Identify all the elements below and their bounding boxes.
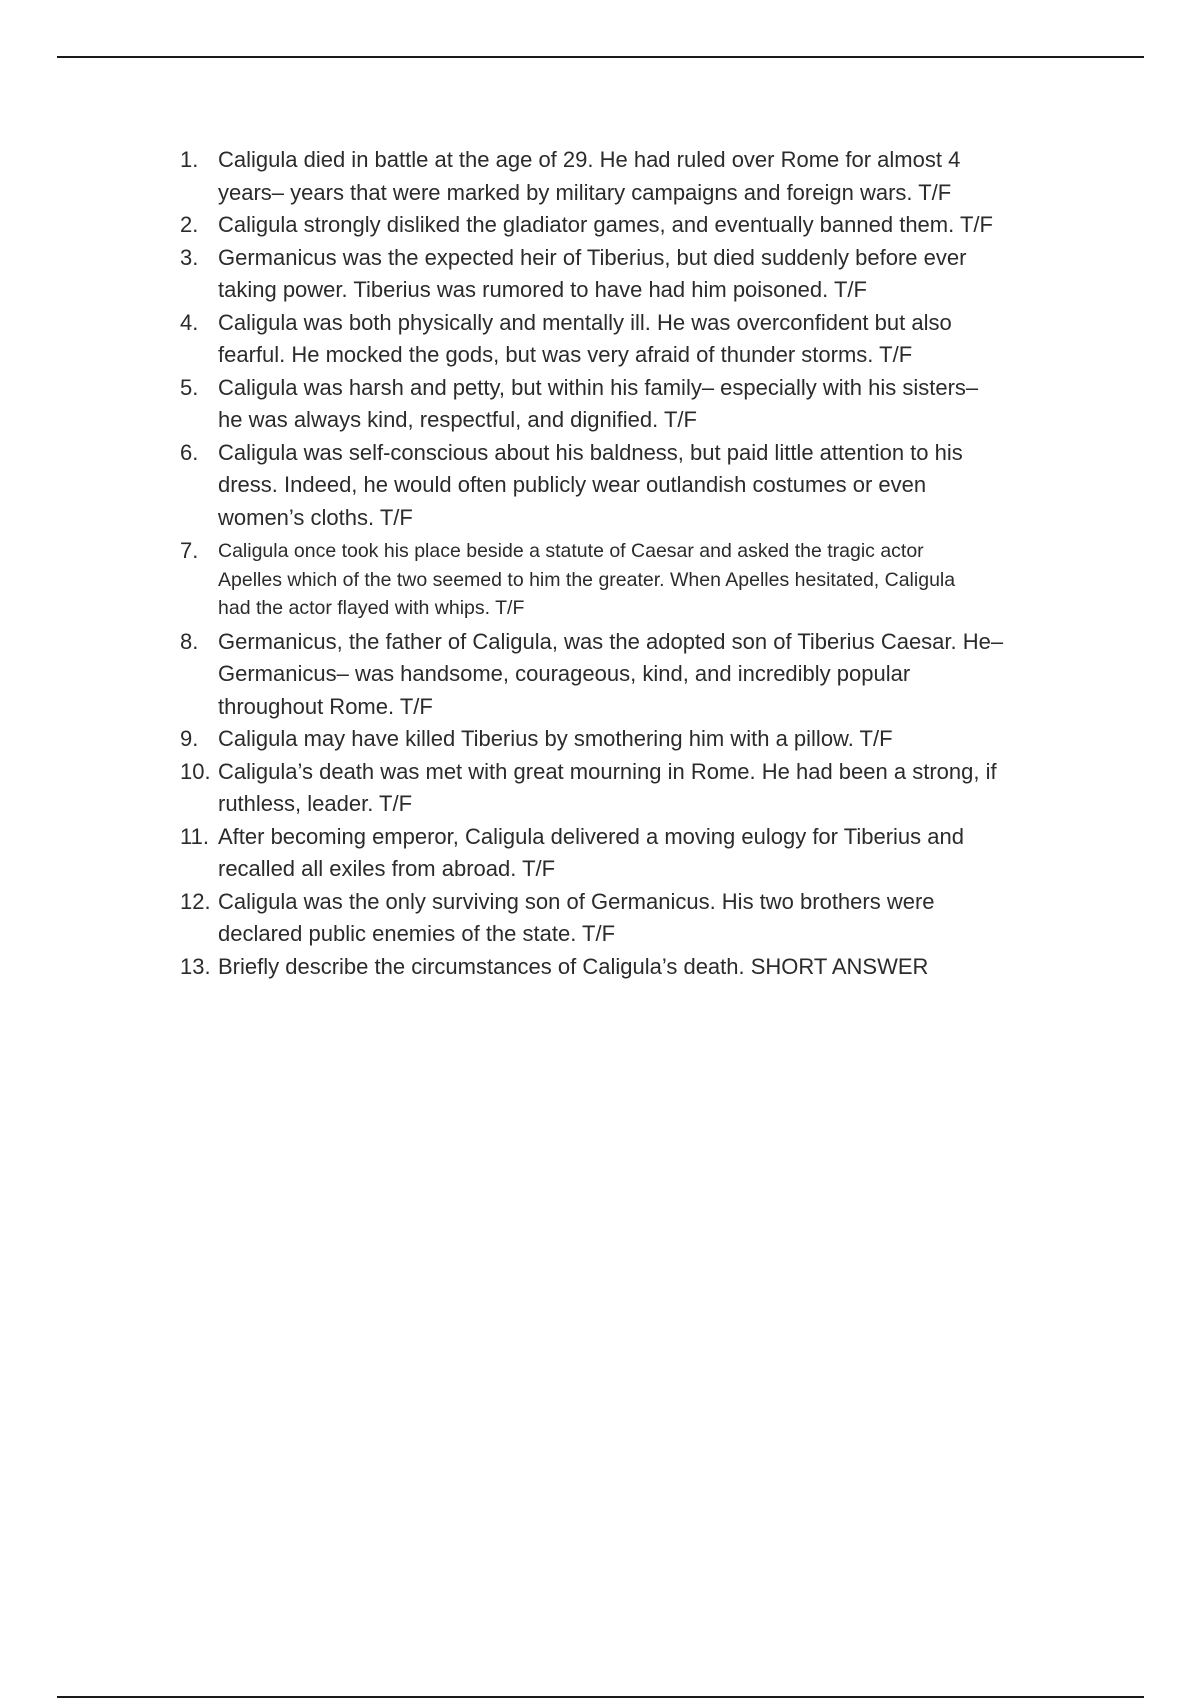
question-list [180,144,1100,983]
question-text: Caligula was the only surviving son of Germanicus. His two brothers were declared public enemies of the state. T/F [218,888,935,946]
bottom-divider [57,1696,1144,1698]
question-number: 3. [180,244,199,270]
question-item [180,437,1100,535]
question-text: Caligula was self-conscious about his baldness, but paid little attention to his dress. Indeed, he would often publicly wear outlandish costumes or even women’s cloths. T/F [218,439,963,530]
question-item [180,307,1100,372]
question-number: 9. [180,726,199,751]
question-text: Caligula was harsh and petty, but within his family– especially with his sisters– he was always kind, respectful, and dignified. T/F [218,374,979,432]
question-text: Caligula was both physically and mentally ill. He was overconfident but also fearful. He mocked the gods, but was very afraid of thunder storms. T/F [218,309,952,367]
question-item [180,821,1100,886]
question-number: 4. [180,309,199,335]
question-item [180,209,1100,242]
question-item [180,951,1100,984]
question-number: 12. [180,888,211,914]
question-text: Caligula died in battle at the age of 29. He had ruled over Rome for almost 4 years– years that were marked by military campaigns and foreign wars. T/F [218,147,961,205]
question-item [180,626,1100,724]
question-item [180,723,1100,756]
question-number: 5. [180,374,199,400]
question-text: Germanicus was the expected heir of Tiberius, but died suddenly before ever taking power. Tiberius was rumored to have had him poisoned. T/F [218,244,967,302]
question-text: Caligula’s death was met with great mourning in Rome. He had been a strong, if ruthless, leader. T/F [218,758,997,816]
question-number: 2. [180,212,199,237]
question-item [180,537,1100,623]
question-text: Germanicus, the father of Caligula, was the adopted son of Tiberius Caesar. He– Germanicus– was handsome, courageous, kind, and incredibly popular throughout Rome. T/F [218,628,1004,719]
question-text: Briefly describe the circumstances of Caligula’s death. SHORT ANSWER [218,953,929,979]
question-number: 6. [180,439,199,465]
question-number: 11. [180,823,209,849]
question-number: 8. [180,628,199,654]
question-text: Caligula once took his place beside a statute of Caesar and asked the tragic actor Apelles which of the two seemed to him the greater. When Apelles hesitated, Caligula had the actor flayed with whips. T/F [218,540,956,619]
question-item [180,144,1100,209]
question-item [180,242,1100,307]
question-text: After becoming emperor, Caligula delivered a moving eulogy for Tiberius and recalled all exiles from abroad. T/F [218,823,964,881]
question-text: Caligula may have killed Tiberius by smothering him with a pillow. T/F [218,726,893,751]
top-divider [57,56,1144,58]
question-number: 13. [180,953,211,979]
question-item [180,372,1100,437]
question-item [180,756,1100,821]
question-number: 7. [180,538,199,563]
question-item [180,886,1100,951]
question-text: Caligula strongly disliked the gladiator games, and eventually banned them. T/F [218,212,993,237]
question-number: 10. [180,758,211,784]
question-number: 1. [180,147,199,172]
